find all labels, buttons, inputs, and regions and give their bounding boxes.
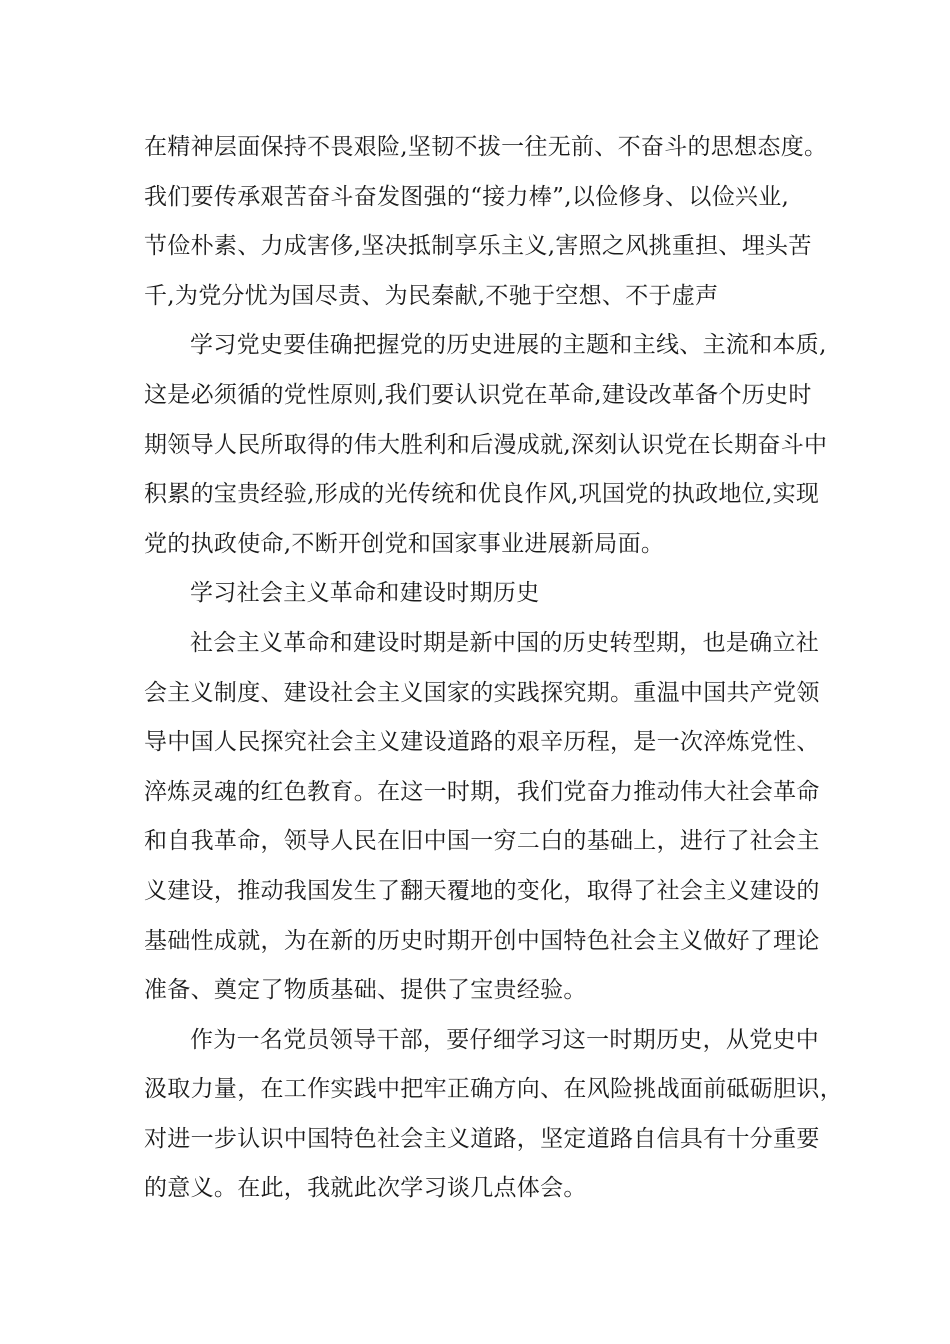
text-line: 在精神层面保持不畏艰险,坚韧不拔一往无前、不奋斗的思想态度。 — [144, 134, 828, 160]
text-line: 导中国人民探究社会主义建设道路的艰辛历程，是一次淬炼党性、 — [144, 729, 820, 756]
text-line: 这是必须循的党性原则,我们要认识党在革命,建设改革备个历史时 — [144, 381, 812, 408]
paragraph-1 — [144, 123, 828, 321]
text-line: 期领导人民所取得的伟大胜利和后漫成就,深刻认识党在长期奋斗中 — [144, 431, 828, 458]
text-line: 对进一步认识中国特色社会主义道路，坚定道路自信具有十分重要 — [144, 1125, 820, 1152]
paragraph-2 — [144, 321, 828, 569]
paragraph-3 — [144, 619, 824, 1016]
text-line: 的意义。在此，我就此次学习谈几点体会。 — [144, 1175, 587, 1202]
text-line: 我们要传承艰苦奋斗奋发图强的“接力棒”,以俭修身、以俭兴业, — [144, 183, 790, 210]
paragraph-4 — [144, 1016, 843, 1214]
text-line: 准备、奠定了物质基础、提供了宝贵经验。 — [144, 977, 587, 1004]
text-line: 积累的宝贵经验,形成的光传统和优良作风,巩国党的执政地位,实现 — [144, 481, 820, 508]
text-line: 基础性成就，为在新的历史时期开创中国特色社会主义做好了理论 — [144, 927, 820, 954]
text-line: 千,为党分忧为国尽责、为民秦献,不驰于空想、不于虚声 — [144, 282, 719, 309]
text-line: 社会主义革命和建设时期是新中国的历史转型期，也是确立社 — [190, 629, 820, 656]
document-body — [144, 123, 843, 1214]
text-line: 义建设，推动我国发生了翻天覆地的变化，取得了社会主义建设的 — [144, 877, 820, 904]
text-line: 汲取力量，在工作实践中把牢正确方向、在风险挑战面前砥砺胆识， — [144, 1076, 843, 1103]
section-heading — [144, 569, 824, 619]
text-line: 节俭朴素、力成害侈,坚决抵制享乐主义,害照之风挑重担、埋头苦 — [144, 233, 812, 260]
text-line: 淬炼灵魂的红色教育。在这一时期，我们党奋力推动伟大社会革命 — [144, 778, 820, 805]
text-line: 作为一名党员领导干部，要仔细学习这一时期历史，从党史中 — [190, 1026, 820, 1053]
text-line: 党的执政使命,不断开创党和国家事业进展新局面。 — [144, 530, 665, 557]
text-line: 和自我革命，领导人民在旧中国一穷二白的基础上，进行了社会主 — [144, 828, 820, 855]
section-heading-text: 学习社会主义革命和建设时期历史 — [190, 580, 540, 607]
text-line: 会主义制度、建设社会主义国家的实践探究期。重温中国共产党领 — [144, 679, 820, 706]
text-line: 学习党史要佳确把握党的历史进展的主题和主线、主流和本质, — [190, 332, 827, 359]
